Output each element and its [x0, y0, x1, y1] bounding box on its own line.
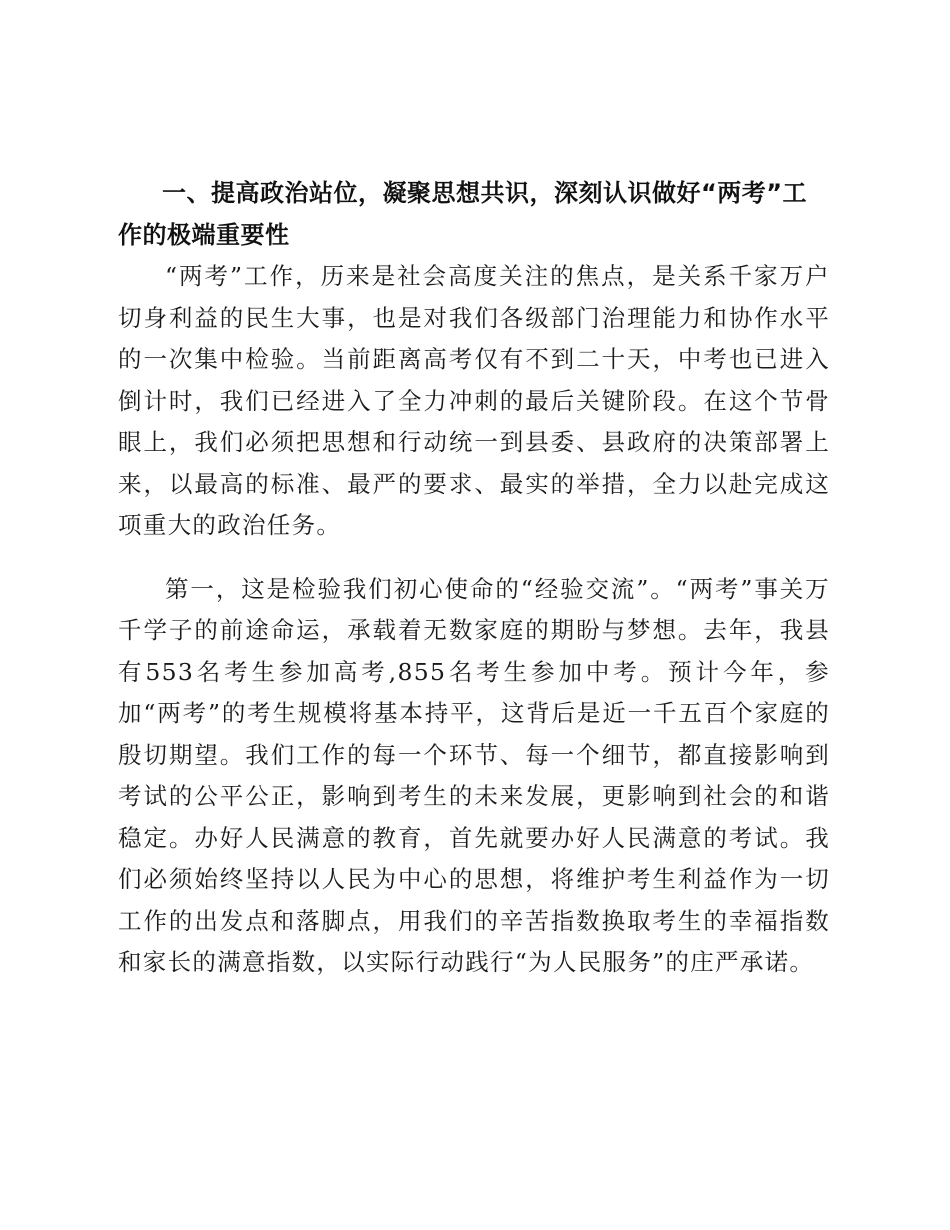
- paragraph-first-point: 第一，这是检验我们初心使命的“经验交流”。“两考”事关万千学子的前途命运，承载着无数家庭的期盼与梦想。去年，我县有553名考生参加高考,855名考生参加中考。预计今年，参加“两考”的考生规模将基本持平，这背后是近一千五百个家庭的殷切期望。我们工作的每一个环节、每一个细节，都直接影响到考试的公平公正，影响到考生的未来发展，更影响到社会的和谐稳定。办好人民满意的教育，首先就要办好人民满意的考试。我们必须始终坚持以人民为中心的思想，将维护考生利益作为一切工作的出发点和落脚点，用我们的辛苦指数换取考生的幸福指数和家长的满意指数，以实际行动践行“为人民服务”的庄严承诺。: [118, 574, 830, 976]
- document-body: [118, 172, 830, 984]
- paragraph-intro: “两考”工作，历来是社会高度关注的焦点，是关系千家万户切身利益的民生大事，也是对我们各级部门治理能力和协作水平的一次集中检验。当前距离高考仅有不到二十天，中考也已进入倒计时，我们已经进入了全力冲刺的最后关键阶段。在这个节骨眼上，我们必须把思想和行动统一到县委、县政府的决策部署上来，以最高的标准、最严的要求、最实的举措，全力以赴完成这项重大的政治任务。: [118, 262, 830, 539]
- section-heading: 一、提高政治站位，凝聚思想共识，深刻认识做好“两考”工作的极端重要性: [118, 179, 808, 249]
